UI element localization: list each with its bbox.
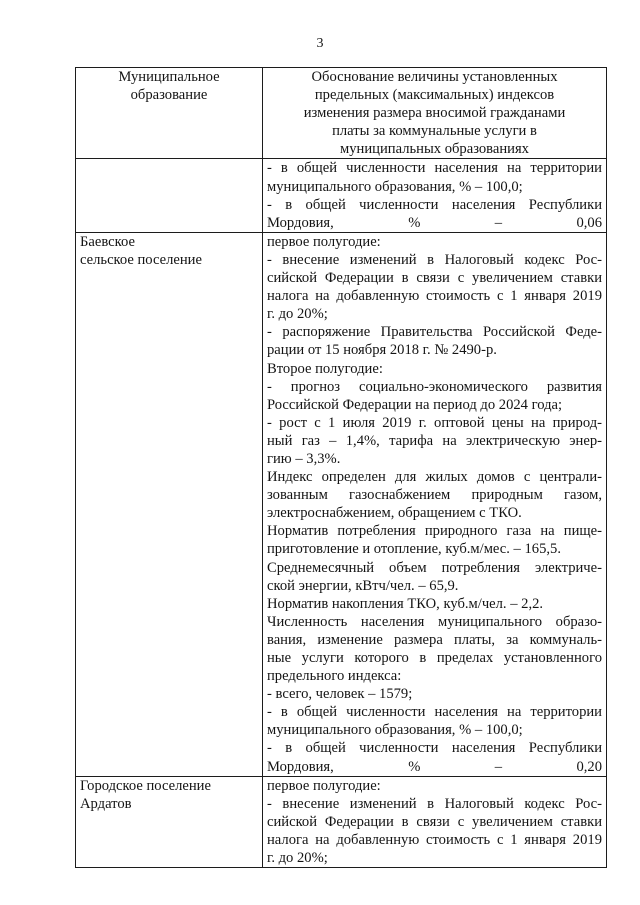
municipality-name-line: Городское поселение bbox=[80, 777, 211, 794]
justification-line: ные услуги которого в пределах установленного bbox=[267, 650, 602, 666]
justification-line: Среднемесячный объем потребления электриче- bbox=[267, 559, 602, 576]
justification-line: - прогноз социально-экономического развития bbox=[267, 378, 602, 395]
justification-line: зованным газоснабжением природным газом, bbox=[267, 487, 602, 504]
justification-line: сийской Федерации в связи с увеличением ставки bbox=[267, 270, 602, 287]
justification-line: Второе полугодие: bbox=[267, 360, 383, 377]
justification-line: г. до 20%; bbox=[267, 306, 328, 323]
justification-line: Мордовия, % – 0,20 bbox=[267, 758, 602, 775]
header-justification-line: изменения размера вносимой гражданами bbox=[303, 105, 566, 122]
table-row bbox=[76, 159, 607, 232]
justification-line: Численность населения муниципального образо- bbox=[267, 613, 602, 630]
justification-line: приготовление и отопление, куб.м/мес. – 165,5. bbox=[267, 541, 561, 558]
justification-line: - всего, человек – 1579; bbox=[267, 686, 413, 703]
header-justification-line: платы за коммунальные услуги в bbox=[332, 123, 537, 140]
page-number: 3 bbox=[316, 36, 324, 51]
header-justification-line: Обоснование величины установленных bbox=[311, 69, 558, 85]
header-justification bbox=[263, 68, 607, 159]
header-municipality-line: образование bbox=[130, 87, 208, 104]
table-row bbox=[76, 776, 607, 867]
justification-line: ный газ – 1,4%, тарифа на электрическую энер- bbox=[267, 432, 602, 449]
justification-line: налога на добавленную стоимость с 1 января 2019 bbox=[267, 288, 602, 305]
municipality-cell bbox=[76, 776, 263, 867]
justification-line: рации от 15 ноября 2018 г. № 2490-р. bbox=[267, 342, 497, 359]
municipality-cell bbox=[76, 159, 263, 232]
justification-line: Мордовия, % – 0,06 bbox=[267, 214, 602, 231]
justification-line: муниципального образования, % – 100,0; bbox=[267, 178, 523, 195]
justification-line: налога на добавленную стоимость с 1 января 2019 bbox=[267, 831, 602, 848]
justification-line: предельного индекса: bbox=[267, 668, 402, 685]
header-justification-line: муниципальных образованиях bbox=[340, 141, 529, 158]
justification-line: - внесение изменений в Налоговый кодекс Рос- bbox=[267, 251, 602, 268]
justification-line: Российской Федерации на период до 2024 года; bbox=[267, 396, 563, 413]
justification-line: сийской Федерации в связи с увеличением ставки bbox=[267, 813, 602, 830]
justification-cell bbox=[263, 159, 607, 232]
justification-line: вания, изменение размера платы, за коммуналь- bbox=[267, 631, 602, 648]
justification-line: - в общей численности населения Республики bbox=[267, 196, 602, 213]
justification-line: Норматив накопления ТКО, куб.м/чел. – 2,2. bbox=[267, 595, 544, 612]
header-justification-line: предельных (максимальных) индексов bbox=[314, 87, 555, 104]
justification-line: Норматив потребления природного газа на пище- bbox=[267, 523, 602, 540]
municipal-index-table bbox=[75, 67, 607, 868]
municipality-name-line: Ардатов bbox=[80, 795, 132, 812]
justification-line: - распоряжение Правительства Российской Феде- bbox=[267, 324, 602, 341]
justification-line: - в общей численности населения на территории bbox=[267, 704, 602, 721]
justification-line: - в общей численности населения на территории bbox=[267, 160, 602, 177]
table-row bbox=[76, 232, 607, 776]
municipality-cell bbox=[76, 232, 263, 776]
header-municipality bbox=[76, 68, 263, 159]
municipality-name-line: сельское поселение bbox=[80, 251, 202, 268]
municipality-name-line: Баевское bbox=[80, 233, 135, 250]
justification-line: - в общей численности населения Республики bbox=[267, 740, 602, 757]
justification-line: электроснабжением, обращением с ТКО. bbox=[267, 505, 522, 522]
justification-cell bbox=[263, 776, 607, 867]
justification-line: муниципального образования, % – 100,0; bbox=[267, 722, 523, 739]
justification-line: первое полугодие: bbox=[267, 777, 381, 794]
justification-line: Индекс определен для жилых домов с централи- bbox=[267, 469, 602, 486]
justification-line: первое полугодие: bbox=[267, 233, 381, 250]
justification-line: - рост с 1 июля 2019 г. оптовой цены на природ- bbox=[267, 414, 602, 431]
justification-line: ской энергии, кВтч/чел. – 65,9. bbox=[267, 577, 459, 594]
justification-line: г. до 20%; bbox=[267, 850, 328, 867]
justification-line: - внесение изменений в Налоговый кодекс Рос- bbox=[267, 795, 602, 812]
justification-cell bbox=[263, 232, 607, 776]
table-header-row bbox=[76, 68, 607, 159]
justification-line: гию – 3,3%. bbox=[267, 450, 341, 467]
header-municipality-line: Муниципальное bbox=[118, 69, 220, 85]
